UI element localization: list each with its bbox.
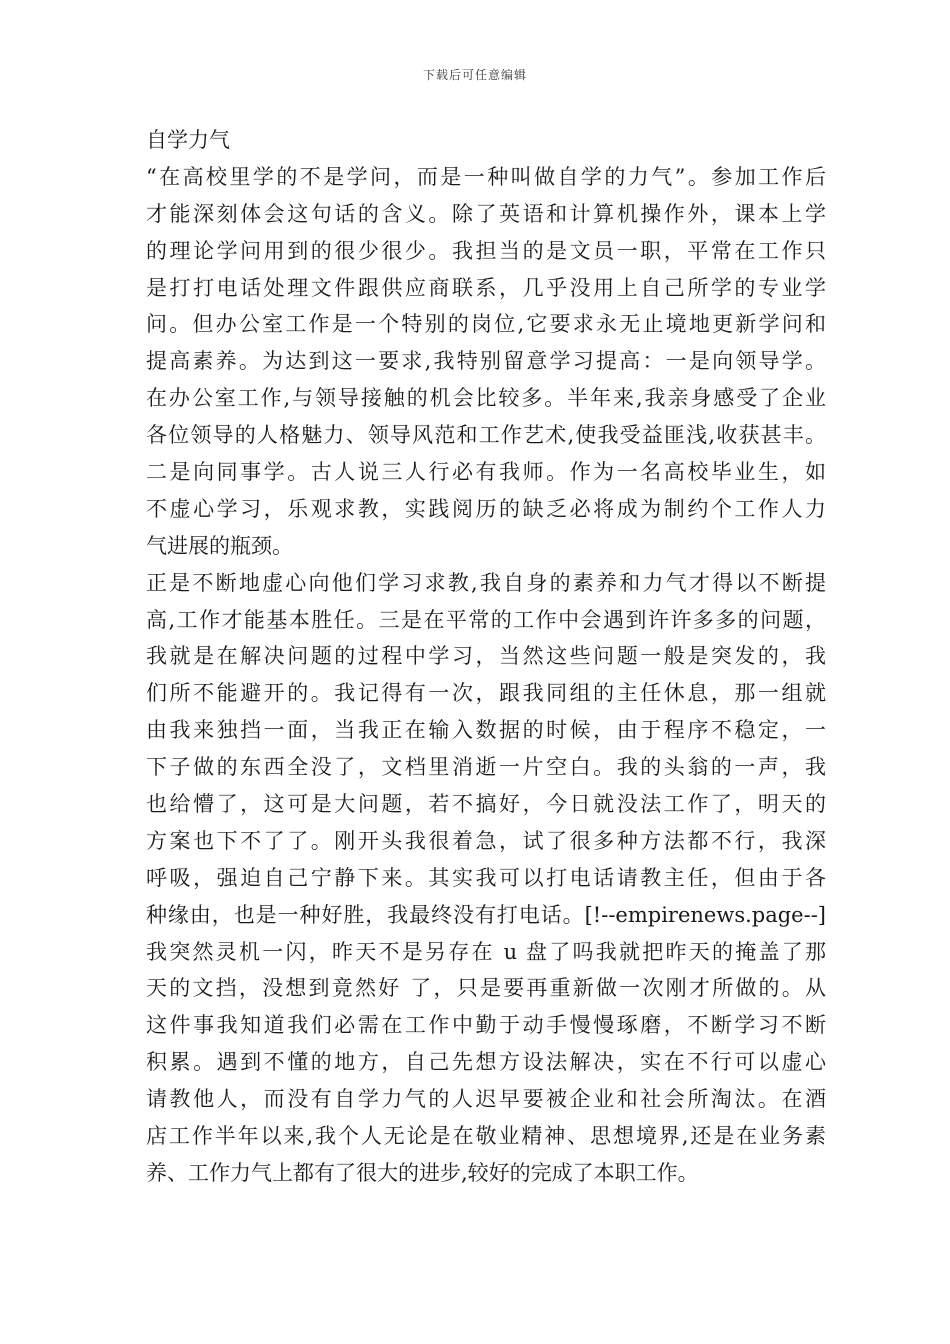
paragraph-line: 呼吸，强迫自己宁静下来。其实我可以打电话请教主任，但由于各 [146,865,826,890]
paragraph-line: 气进展的瓶颈。 [146,533,293,558]
paragraph-line: 们所不能避开的。我记得有一次，跟我同组的主任休息，那一组就 [146,681,826,706]
paragraph-line: 养、工作力气上都有了很大的进步,较好的完成了本职工作。 [146,1160,699,1185]
paragraph-line: 店工作半年以来,我个人无论是在敬业精神、思想境界,还是在业务素 [146,1124,826,1149]
paragraph-line: 我突然灵机一闪，昨天不是另存在 u 盘了吗我就把昨天的掩盖了那 [146,939,826,964]
paragraph-line: 二是向同事学。古人说三人行必有我师。作为一名高校毕业生，如 [146,460,826,485]
paragraph-line: 的理论学问用到的很少很少。我担当的是文员一职，平常在工作只 [146,238,826,263]
paragraph-line: 才能深刻体会这句话的含义。除了英语和计算机操作外，课本上学 [146,201,826,226]
paragraph-line: 是打打电话处理文件跟供应商联系，几乎没用上自己所学的专业学 [146,275,826,300]
paragraph-line: 在办公室工作,与领导接触的机会比较多。半年来,我亲身感受了企业 [146,386,826,411]
paragraph-line: 高,工作才能基本胜任。三是在平常的工作中会遇到许许多多的问题， [146,607,826,632]
document-body [146,122,826,1192]
page-header-note: 下载后可任意编辑 [422,68,527,82]
paragraph-line: 各位领导的人格魅力、领导风范和工作艺术,使我受益匪浅,收获甚丰。 [146,423,826,448]
paragraph-line: 正是不断地虚心向他们学习求教,我自身的素养和力气才得以不断提 [146,570,826,595]
paragraph-line: “在高校里学的不是学问，而是一种叫做自学的力气”。参加工作后 [146,164,826,189]
paragraph-line: 这件事我知道我们必需在工作中勤于动手慢慢琢磨，不断学习不断 [146,1013,826,1038]
paragraph-line: 请教他人，而没有自学力气的人迟早要被企业和社会所淘汰。在酒 [146,1087,826,1112]
paragraph-line: 天的文挡，没想到竟然好 了，只是要再重新做一次刚才所做的。从 [146,976,826,1001]
paragraph-line: 问。但办公室工作是一个特别的岗位,它要求永无止境地更新学问和 [146,312,826,337]
document-title: 自学力气 [146,128,230,152]
paragraph-line: 不虚心学习，乐观求教，实践阅历的缺乏必将成为制约个工作人力 [146,496,826,521]
paragraph-line: 我就是在解决问题的过程中学习，当然这些问题一般是突发的，我 [146,644,826,669]
paragraph-line: 也给懵了，这可是大问题，若不搞好，今日就没法工作了，明天的 [146,792,826,817]
paragraph-line: 方案也下不了了。刚开头我很着急，试了很多种方法都不行，我深 [146,828,826,853]
paragraph-line: 由我来独挡一面，当我正在输入数据的时候，由于程序不稳定，一 [146,718,826,743]
paragraph-line: 种缘由，也是一种好胜，我最终没有打电话。[!--empirenews.page--] [146,902,826,927]
paragraph-line: 下子做的东西全没了，文档里消逝一片空白。我的头翁的一声，我 [146,755,826,780]
paragraph-line: 提高素养。为达到这一要求,我特别留意学习提高：一是向领导学。 [146,349,826,374]
paragraph-line: 积累。遇到不懂的地方，自己先想方设法解决，实在不行可以虚心 [146,1050,826,1075]
